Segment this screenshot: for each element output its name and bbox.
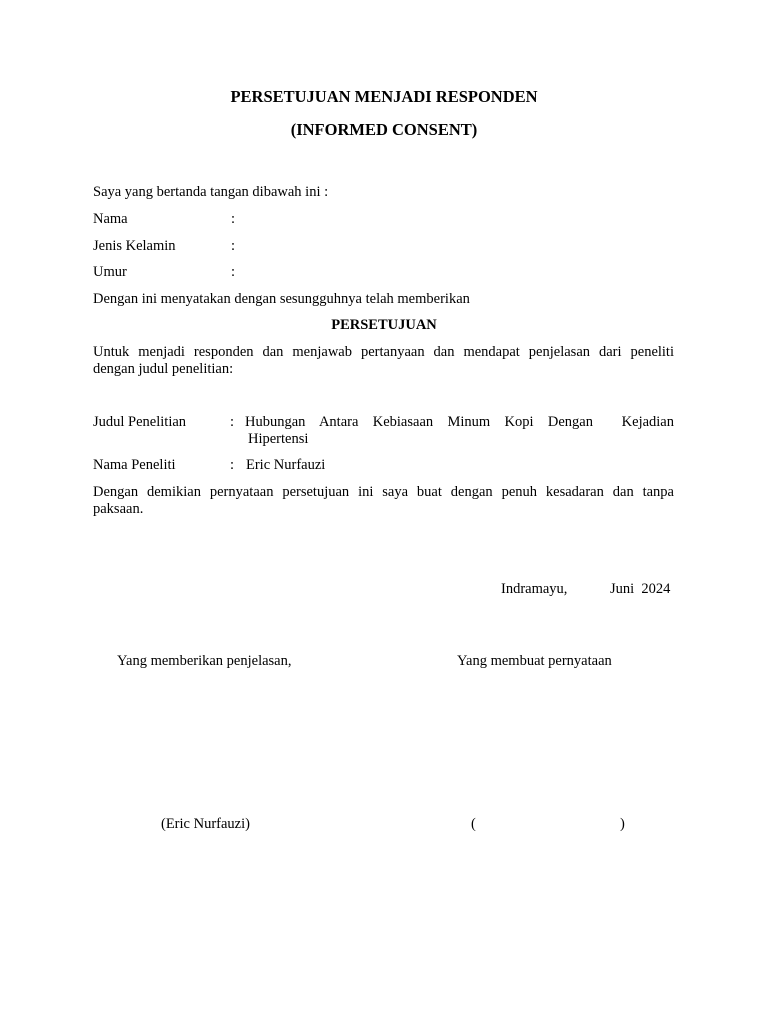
researcher-colon: : (230, 457, 235, 473)
document-subtitle: (INFORMED CONSENT) (290, 120, 478, 139)
field-colon-nama: : (231, 211, 236, 227)
document-title: PERSETUJUAN MENJADI RESPONDEN (230, 87, 538, 106)
closing-line-2: paksaan. (93, 501, 144, 517)
researcher-name: Eric Nurfauzi (246, 457, 326, 473)
purpose-line-2: dengan judul penelitian: (93, 361, 234, 377)
field-label-umur: Umur (93, 264, 127, 280)
research-title-label: Judul Penelitian (93, 414, 187, 430)
signature-caption-right: Yang membuat pernyataan (457, 653, 612, 669)
field-colon-umur: : (231, 264, 236, 280)
declaration-text: Dengan ini menyatakan dengan sesungguhnya telah memberikan (93, 291, 470, 307)
intro-text: Saya yang bertanda tangan dibawah ini : (93, 184, 329, 200)
field-label-nama: Nama (93, 211, 128, 227)
researcher-label: Nama Peneliti (93, 457, 176, 473)
research-title-line-1: Hubungan Antara Kebiasaan Minum Kopi Dengan Kejadian (245, 414, 674, 430)
consent-heading: PERSETUJUAN (331, 317, 437, 333)
purpose-line-1: Untuk menjadi responden dan menjawab pertanyaan dan mendapat penjelasan dari peneliti (93, 344, 674, 360)
field-label-jenis-kelamin: Jenis Kelamin (93, 238, 176, 254)
research-title-colon: : (230, 414, 235, 430)
date-text: Juni 2024 (610, 581, 671, 597)
research-title-line-2: Hipertensi (248, 431, 309, 447)
closing-line-1: Dengan demikian pernyataan persetujuan ini saya buat dengan penuh kesadaran dan tanpa (93, 484, 674, 500)
signature-bracket-close: ) (620, 816, 625, 832)
field-colon-jenis-kelamin: : (231, 238, 236, 254)
signature-caption-left: Yang memberikan penjelasan, (117, 653, 292, 669)
place-text: Indramayu, (501, 581, 568, 597)
signature-name-left: (Eric Nurfauzi) (161, 816, 250, 832)
signature-bracket-open: ( (471, 816, 476, 832)
